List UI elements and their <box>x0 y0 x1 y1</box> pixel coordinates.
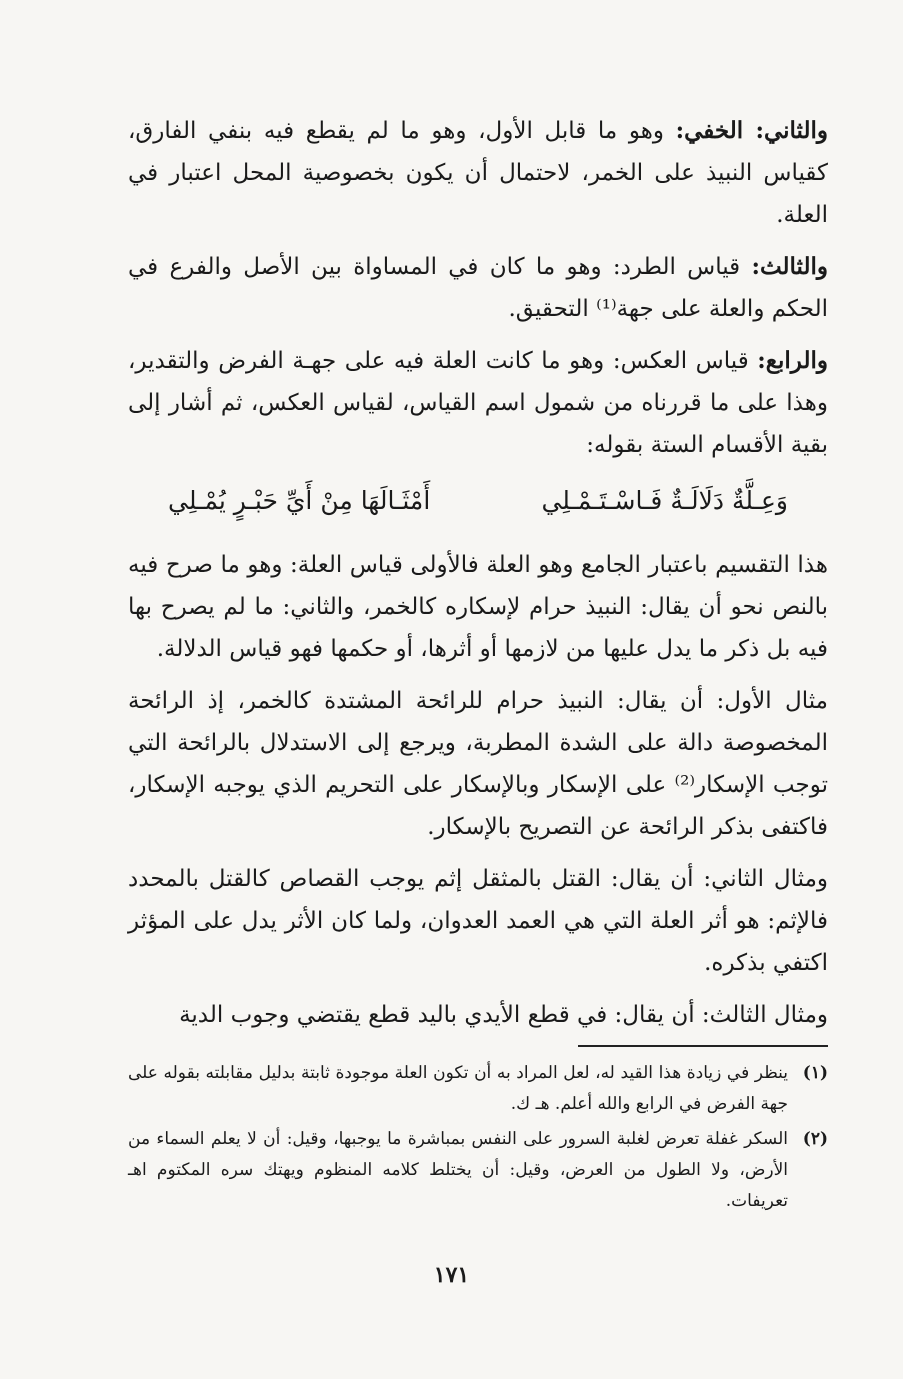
paragraph-example-first: مثال الأول: أن يقال: النبيذ حرام للرائحة المشتدة كالخمر، إذ الرائحة المخصوصة دالة على الشدة المطربة، ويرجع إلى الاستدلال بالرائحة التي توجب الإسكار⁽²⁾ على الإسكار وبالإسكار على التحريم الذي يوجبه الإسكار، فاكتفى بذكر الرائحة عن التصريح بالإسكار. <box>128 688 828 840</box>
paragraph-taqsim: هذا التقسيم باعتبار الجامع وهو العلة فالأولى قياس العلة: وهو ما صرح فيه بالنص نحو أن يقال: النبيذ حرام لإسكاره كالخمر، والثاني: ما لم يصرح بها فيه بل ذكر ما يدل عليها من لازمها أو أثرها، أو حكمها فهو قياس الدلالة. <box>128 552 828 662</box>
verse-first-hemistich: وَعِـلَّةٌ دَلَالَـةٌ فَـاسْـتَـمْـلِي <box>541 486 788 515</box>
paragraph-fourth-aks <box>128 340 828 466</box>
paragraph-text: وهو ما قابل الأول، وهو ما لم يقطع فيه بنفي الفارق، كقياس النبيذ على الخمر، لاحتمال أن يكون بخصوصية المحل اعتبار في العلة. <box>128 118 828 228</box>
paragraph-lead: والرابع: <box>757 347 828 374</box>
verse-second-hemistich: أَمْثَـالَهَا مِنْ أَيِّ حَبْـرٍ يُمْـلِي <box>168 486 431 515</box>
paragraph-text: قياس الطرد: وهو ما كان في المساواة بين الأصل والفرع في الحكم والعلة على جهة⁽¹⁾ التحقيق. <box>128 254 828 322</box>
footnote-text: ينظر في زيادة هذا القيد له، لعل المراد به أن تكون العلة موجودة ثابتة بدليل مقابلته بقوله على جهة الفرض في الرابع والله أعلم. هـ ك. <box>128 1063 788 1114</box>
page-number: ١٧١ <box>433 1262 470 1288</box>
paragraph-lead: والثاني: الخفي: <box>675 117 829 144</box>
footnote-number: (٢) <box>802 1129 828 1149</box>
footnote-2 <box>128 1124 828 1217</box>
paragraph-third-tard <box>128 246 828 330</box>
footnote-number: (١) <box>802 1063 828 1083</box>
footnote-divider <box>578 1045 828 1047</box>
footnote-text: السكر غفلة تعرض لغلبة السرور على النفس بمباشرة ما يوجبها، وقيل: أن لا يعلم السماء من الأرض، ولا الطول من العرض، وقيل: أن يختلط كلامه المنظوم ويهتك سره المكتوم اهـ تعريفات. <box>128 1129 788 1211</box>
paragraph-second-hidden <box>128 110 828 236</box>
footnote-1 <box>128 1058 828 1120</box>
main-text <box>128 110 828 1046</box>
paragraph-example-second: ومثال الثاني: أن يقال: القتل بالمثقل إثم يوجب القصاص كالقتل بالمحدد فالإثم: هو أثر العلة التي هي العمد العدوان، ولما كان الأثر يدل على المؤثر اكتفي بذكره. <box>128 866 828 976</box>
paragraph-lead: والثالث: <box>751 253 828 280</box>
paragraph-text: قياس العكس: وهو ما كانت العلة فيه على جهـة الفرض والتقدير، وهذا على ما قررناه من شمول اسم القياس، لقياس العكس، ثم أشار إلى بقية الأقسام الستة بقوله: <box>128 348 828 458</box>
poetry-verse <box>168 476 788 526</box>
footnotes <box>128 1058 828 1221</box>
paragraph-example-third: ومثال الثالث: أن يقال: في قطع الأيدي باليد قطع يقتضي وجوب الدية <box>179 1002 828 1028</box>
